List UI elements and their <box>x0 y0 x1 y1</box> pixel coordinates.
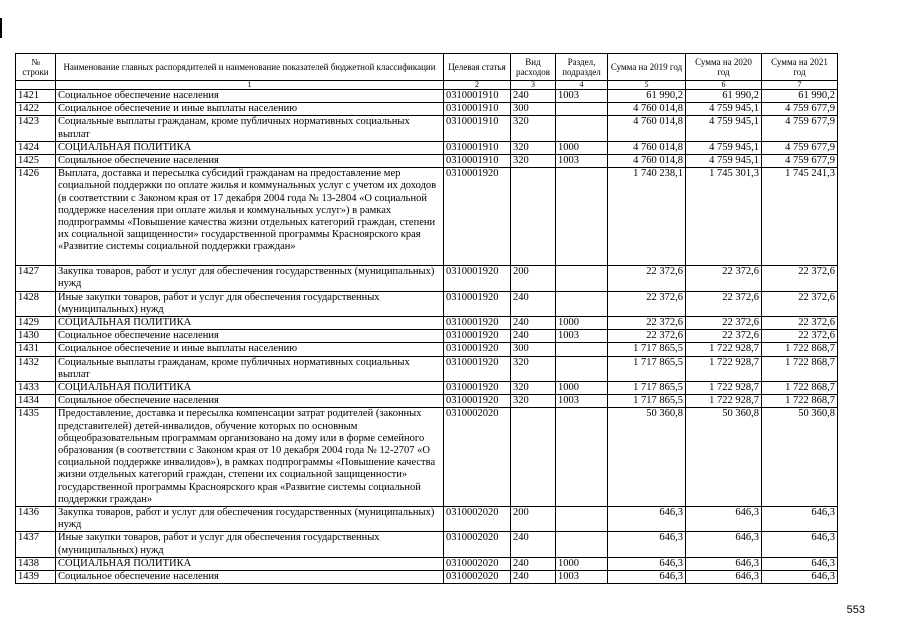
row-section <box>556 168 608 266</box>
row-target-article: 0310001910 <box>444 155 511 168</box>
table-row <box>16 343 838 356</box>
row-section <box>556 532 608 557</box>
row-name: Социальное обеспечение и иные выплаты населению <box>56 343 444 356</box>
row-sum-2021: 646,3 <box>762 507 838 532</box>
row-section: 1000 <box>556 557 608 570</box>
header-sum-2020: Сумма на 2020 год <box>686 54 762 81</box>
row-sum-2020: 646,3 <box>686 507 762 532</box>
table-row <box>16 141 838 154</box>
row-expense-type: 320 <box>511 382 556 395</box>
row-sum-2021: 22 372,6 <box>762 266 838 291</box>
row-sum-2020: 1 722 928,7 <box>686 343 762 356</box>
row-name: Закупка товаров, работ и услуг для обеспечения государственных (муниципальных) нужд <box>56 266 444 291</box>
row-target-article: 0310002020 <box>444 557 511 570</box>
row-sum-2021: 646,3 <box>762 571 838 584</box>
row-expense-type <box>511 168 556 266</box>
header-sum-2019: Сумма на 2019 год <box>608 54 686 81</box>
row-number: 1425 <box>16 155 56 168</box>
row-sum-2021: 50 360,8 <box>762 408 838 507</box>
row-section <box>556 116 608 141</box>
row-name: СОЦИАЛЬНАЯ ПОЛИТИКА <box>56 557 444 570</box>
row-expense-type: 200 <box>511 266 556 291</box>
row-sum-2021: 4 759 677,9 <box>762 103 838 116</box>
row-target-article: 0310001920 <box>444 317 511 330</box>
row-sum-2019: 22 372,6 <box>608 266 686 291</box>
row-name: СОЦИАЛЬНАЯ ПОЛИТИКА <box>56 382 444 395</box>
row-sum-2020: 646,3 <box>686 557 762 570</box>
row-section <box>556 356 608 381</box>
row-sum-2020: 4 759 945,1 <box>686 103 762 116</box>
row-number: 1439 <box>16 571 56 584</box>
row-sum-2019: 646,3 <box>608 507 686 532</box>
row-section <box>556 291 608 316</box>
row-sum-2020: 50 360,8 <box>686 408 762 507</box>
row-sum-2021: 1 722 868,7 <box>762 356 838 381</box>
row-target-article: 0310001910 <box>444 90 511 103</box>
row-sum-2019: 22 372,6 <box>608 291 686 316</box>
row-section <box>556 408 608 507</box>
table-row <box>16 103 838 116</box>
table-row <box>16 408 838 507</box>
row-expense-type: 240 <box>511 557 556 570</box>
budget-table <box>15 53 838 584</box>
header-section: Раздел, подраздел <box>556 54 608 81</box>
row-target-article: 0310001920 <box>444 356 511 381</box>
row-number: 1427 <box>16 266 56 291</box>
row-number: 1430 <box>16 330 56 343</box>
row-name: Социальное обеспечение населения <box>56 155 444 168</box>
row-number: 1424 <box>16 141 56 154</box>
row-section <box>556 103 608 116</box>
row-sum-2019: 4 760 014,8 <box>608 155 686 168</box>
column-number-cell: 7 <box>762 81 838 90</box>
row-expense-type: 240 <box>511 90 556 103</box>
row-sum-2021: 646,3 <box>762 532 838 557</box>
row-number: 1428 <box>16 291 56 316</box>
row-sum-2021: 4 759 677,9 <box>762 141 838 154</box>
row-expense-type: 300 <box>511 343 556 356</box>
row-target-article: 0310001920 <box>444 330 511 343</box>
row-section <box>556 343 608 356</box>
row-sum-2020: 4 759 945,1 <box>686 155 762 168</box>
row-target-article: 0310001910 <box>444 116 511 141</box>
table-row <box>16 116 838 141</box>
row-sum-2019: 1 740 238,1 <box>608 168 686 266</box>
header-expense-type: Вид расходов <box>511 54 556 81</box>
table-row <box>16 291 838 316</box>
row-target-article: 0310001910 <box>444 141 511 154</box>
row-target-article: 0310001920 <box>444 395 511 408</box>
row-name: Закупка товаров, работ и услуг для обеспечения государственных (муниципальных) нужд <box>56 507 444 532</box>
row-sum-2019: 4 760 014,8 <box>608 116 686 141</box>
row-section: 1003 <box>556 90 608 103</box>
row-sum-2020: 646,3 <box>686 571 762 584</box>
row-name: Выплата, доставка и пересылка субсидий гражданам на предоставление мер социальной поддержки по оплате жилья и коммунальных услуг с учетом их доходов (в соответствии с Законом края от 17 декабря 2004 года № 13-2804 «О социальной поддержке населения при оплате жилья и коммунальных услуг») в рамках подпрограммы «Повышение качества жизни отдельных категорий граждан, степени их социальной защищенности» государственной программы Красноярского края «Развитие системы социальной поддержки граждан» <box>56 168 444 266</box>
row-sum-2021: 22 372,6 <box>762 291 838 316</box>
row-sum-2020: 22 372,6 <box>686 266 762 291</box>
row-name: Иные закупки товаров, работ и услуг для обеспечения государственных (муниципальных) нужд <box>56 532 444 557</box>
row-name: Социальные выплаты гражданам, кроме публичных нормативных социальных выплат <box>56 116 444 141</box>
header-sum-2021: Сумма на 2021 год <box>762 54 838 81</box>
row-sum-2020: 1 722 928,7 <box>686 382 762 395</box>
row-name: Предоставление, доставка и пересылка компенсации затрат родителей (законных представителей) детей-инвалидов, обучение которых по основным общеобразовательным программам организовано на дому или в форме семейного образования (в соответствии с Законом края от 10 декабря 2004 года № 12-2707 «О социальной поддержке инвалидов»), в рамках подпрограммы «Повышение качества жизни отдельных категорий граждан, степени их социальной защищенности» государственной программы Красноярского края «Развитие системы социальной поддержки граждан» <box>56 408 444 507</box>
row-sum-2020: 1 722 928,7 <box>686 356 762 381</box>
row-name: Социальное обеспечение населения <box>56 90 444 103</box>
row-sum-2019: 1 717 865,5 <box>608 356 686 381</box>
row-target-article: 0310001920 <box>444 168 511 266</box>
page-edge-mark <box>0 18 2 38</box>
table-row <box>16 507 838 532</box>
row-target-article: 0310001920 <box>444 382 511 395</box>
row-expense-type: 240 <box>511 571 556 584</box>
row-section: 1003 <box>556 330 608 343</box>
row-sum-2019: 1 717 865,5 <box>608 382 686 395</box>
row-sum-2019: 50 360,8 <box>608 408 686 507</box>
row-section <box>556 507 608 532</box>
column-number-cell: 3 <box>511 81 556 90</box>
row-expense-type: 320 <box>511 141 556 154</box>
page-number: 553 <box>846 604 865 616</box>
row-name: Социальное обеспечение населения <box>56 395 444 408</box>
row-expense-type <box>511 408 556 507</box>
row-section: 1000 <box>556 382 608 395</box>
table-header-row <box>16 54 838 81</box>
row-section: 1003 <box>556 155 608 168</box>
row-section <box>556 266 608 291</box>
row-sum-2019: 1 717 865,5 <box>608 395 686 408</box>
row-number: 1426 <box>16 168 56 266</box>
row-expense-type: 240 <box>511 330 556 343</box>
row-sum-2020: 1 745 301,3 <box>686 168 762 266</box>
table-row <box>16 155 838 168</box>
row-number: 1429 <box>16 317 56 330</box>
row-name: Социальные выплаты гражданам, кроме публичных нормативных социальных выплат <box>56 356 444 381</box>
row-sum-2019: 61 990,2 <box>608 90 686 103</box>
row-sum-2019: 646,3 <box>608 571 686 584</box>
row-target-article: 0310001910 <box>444 103 511 116</box>
row-sum-2020: 4 759 945,1 <box>686 141 762 154</box>
row-sum-2020: 646,3 <box>686 532 762 557</box>
row-sum-2020: 22 372,6 <box>686 317 762 330</box>
header-name: Наименование главных распорядителей и наименование показателей бюджетной классификации <box>56 54 444 81</box>
row-sum-2020: 4 759 945,1 <box>686 116 762 141</box>
table-row <box>16 90 838 103</box>
row-target-article: 0310002020 <box>444 408 511 507</box>
row-section: 1000 <box>556 141 608 154</box>
row-number: 1423 <box>16 116 56 141</box>
row-number: 1434 <box>16 395 56 408</box>
row-name: СОЦИАЛЬНАЯ ПОЛИТИКА <box>56 141 444 154</box>
row-sum-2021: 4 759 677,9 <box>762 116 838 141</box>
row-sum-2019: 1 717 865,5 <box>608 343 686 356</box>
row-sum-2021: 22 372,6 <box>762 330 838 343</box>
row-target-article: 0310001920 <box>444 266 511 291</box>
row-sum-2019: 22 372,6 <box>608 330 686 343</box>
header-target-article: Целевая статья <box>444 54 511 81</box>
row-expense-type: 320 <box>511 116 556 141</box>
row-target-article: 0310002020 <box>444 532 511 557</box>
table-row <box>16 330 838 343</box>
column-number-cell: 2 <box>444 81 511 90</box>
table-row <box>16 532 838 557</box>
row-number: 1438 <box>16 557 56 570</box>
row-sum-2019: 4 760 014,8 <box>608 141 686 154</box>
table-row <box>16 382 838 395</box>
row-number: 1432 <box>16 356 56 381</box>
row-sum-2020: 22 372,6 <box>686 330 762 343</box>
row-sum-2021: 646,3 <box>762 557 838 570</box>
column-number-cell: 5 <box>608 81 686 90</box>
row-number: 1431 <box>16 343 56 356</box>
row-sum-2019: 22 372,6 <box>608 317 686 330</box>
table-row <box>16 317 838 330</box>
row-number: 1421 <box>16 90 56 103</box>
row-section: 1003 <box>556 571 608 584</box>
row-target-article: 0310002020 <box>444 571 511 584</box>
row-number: 1436 <box>16 507 56 532</box>
row-expense-type: 320 <box>511 395 556 408</box>
row-sum-2020: 1 722 928,7 <box>686 395 762 408</box>
row-expense-type: 300 <box>511 103 556 116</box>
row-sum-2021: 1 722 868,7 <box>762 395 838 408</box>
row-sum-2021: 1 745 241,3 <box>762 168 838 266</box>
row-number: 1422 <box>16 103 56 116</box>
row-expense-type: 240 <box>511 532 556 557</box>
row-sum-2021: 1 722 868,7 <box>762 343 838 356</box>
row-sum-2021: 1 722 868,7 <box>762 382 838 395</box>
table-row <box>16 571 838 584</box>
row-sum-2019: 646,3 <box>608 532 686 557</box>
table-row <box>16 266 838 291</box>
row-expense-type: 200 <box>511 507 556 532</box>
table-row <box>16 168 838 266</box>
row-sum-2021: 22 372,6 <box>762 317 838 330</box>
row-expense-type: 320 <box>511 155 556 168</box>
row-sum-2020: 22 372,6 <box>686 291 762 316</box>
table-body <box>16 90 838 584</box>
column-number-row <box>16 81 838 90</box>
row-name: СОЦИАЛЬНАЯ ПОЛИТИКА <box>56 317 444 330</box>
row-target-article: 0310001920 <box>444 291 511 316</box>
row-expense-type: 240 <box>511 291 556 316</box>
column-number-cell: 1 <box>56 81 444 90</box>
row-expense-type: 320 <box>511 356 556 381</box>
table-row <box>16 557 838 570</box>
row-target-article: 0310001920 <box>444 343 511 356</box>
column-number-cell: 6 <box>686 81 762 90</box>
row-name: Социальное обеспечение населения <box>56 571 444 584</box>
row-name: Социальное обеспечение населения <box>56 330 444 343</box>
row-section: 1000 <box>556 317 608 330</box>
row-target-article: 0310002020 <box>444 507 511 532</box>
column-number-cell <box>16 81 56 90</box>
row-name: Иные закупки товаров, работ и услуг для обеспечения государственных (муниципальных) нужд <box>56 291 444 316</box>
row-sum-2019: 646,3 <box>608 557 686 570</box>
column-number-cell: 4 <box>556 81 608 90</box>
table-row <box>16 395 838 408</box>
row-name: Социальное обеспечение и иные выплаты населению <box>56 103 444 116</box>
table-row <box>16 356 838 381</box>
row-section: 1003 <box>556 395 608 408</box>
row-number: 1435 <box>16 408 56 507</box>
row-number: 1433 <box>16 382 56 395</box>
row-sum-2020: 61 990,2 <box>686 90 762 103</box>
row-sum-2019: 4 760 014,8 <box>608 103 686 116</box>
row-number: 1437 <box>16 532 56 557</box>
row-sum-2021: 4 759 677,9 <box>762 155 838 168</box>
row-expense-type: 240 <box>511 317 556 330</box>
row-sum-2021: 61 990,2 <box>762 90 838 103</box>
header-row-number: № строки <box>16 54 56 81</box>
